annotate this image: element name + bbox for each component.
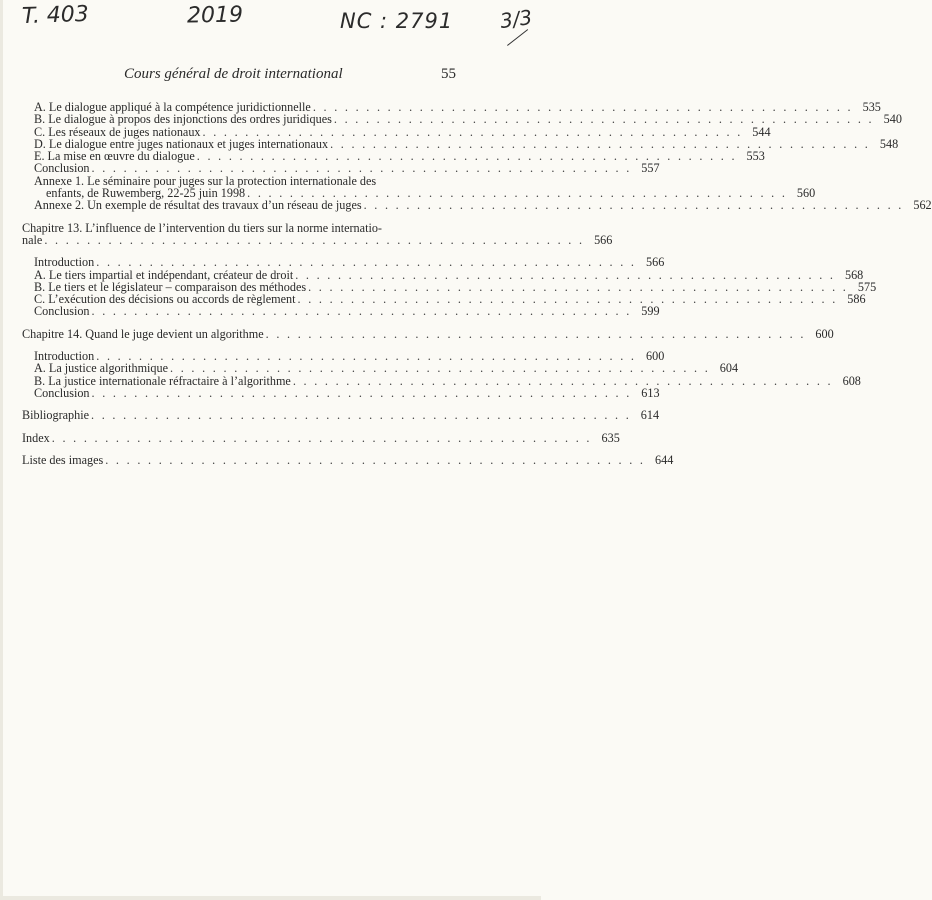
toc-index: Index . . . . . . . . . . . . . . . . . . . . . . . . . . . . . . . . . . . . . . . . . . . . . . . . . . . 635 (22, 430, 620, 445)
leader-dots: . . . . . . . . . . . . . . . . . . . . . . . . . . . . . . . . . . . . . . . . . . . . . . . . . . . (51, 430, 592, 445)
handwritten-volume: 3/3 (498, 5, 533, 33)
leader-dots: . . . . . . . . . . . . . . . . . . . . . . . . . . . . . . . . . . . . . . . . . . . . . . . . . . . (105, 452, 646, 467)
toc-entry: B. Le dialogue à propos des injonctions des ordres juridiques . . . . . . . . . . . . . . . . . . . . . . . . . . . . . . . . . . . . . . . . . . . . . . . . . . . 540 (34, 112, 902, 127)
leader-dots: . . . . . . . . . . . . . . . . . . . . . . . . . . . . . . . . . . . . . . . . . . . . . . . . . . . (44, 232, 585, 247)
toc-entry: C. L’exécution des décisions ou accords de règlement . . . . . . . . . . . . . . . . . . . . . . . . . . . . . . . . . . . . . . . . . . . . . . . . . . . 586 (34, 292, 866, 307)
leader-dots: . . . . . . . . . . . . . . . . . . . . . . . . . . . . . . . . . . . . . . . . . . . . . . . . . . . (91, 304, 632, 319)
toc-entry: D. Le dialogue entre juges nationaux et juges internationaux . . . . . . . . . . . . . . . . . . . . . . . . . . . . . . . . . . . . . . . . . . . . . . . . . . . 548 (34, 136, 899, 151)
leader-dots: . . . . . . . . . . . . . . . . . . . . . . . . . . . . . . . . . . . . . . . . . . . . . . . . . . . (330, 136, 871, 151)
toc-entry: A. Le tiers impartial et indépendant, créateur de droit . . . . . . . . . . . . . . . . . . . . . . . . . . . . . . . . . . . . . . . . . . . . . . . . . . . 568 (34, 267, 864, 282)
toc-chapter-13-line-2: nale . . . . . . . . . . . . . . . . . . . . . . . . . . . . . . . . . . . . . . . . . . . . . . . . . . . 566 (22, 232, 613, 247)
leader-dots: . . . . . . . . . . . . . . . . . . . . . . . . . . . . . . . . . . . . . . . . . . . . . . . . . . . (265, 326, 806, 341)
leader-dots: . . . . . . . . . . . . . . . . . . . . . . . . . . . . . . . . . . . . . . . . . . . . . . . . . . . (363, 198, 904, 213)
leader-dots: . . . . . . . . . . . . . . . . . . . . . . . . . . . . . . . . . . . . . . . . . . . . . . . . . . . (91, 161, 632, 176)
leader-dots: . . . . . . . . . . . . . . . . . . . . . . . . . . . . . . . . . . . . . . . . . . . . . . . . . . . (297, 292, 838, 307)
leader-dots: . . . . . . . . . . . . . . . . . . . . . . . . . . . . . . . . . . . . . . . . . . . . . . . . . . . (170, 361, 711, 376)
leader-dots: . . . . . . . . . . . . . . . . . . . . . . . . . . . . . . . . . . . . . . . . . . . . . . . . . . . (247, 186, 788, 201)
page-edge-left (0, 0, 3, 900)
handwritten-call-number: T. 403 (21, 1, 90, 30)
toc-entry: Introduction . . . . . . . . . . . . . . . . . . . . . . . . . . . . . . . . . . . . . . . . . . . . . . . . . . . 566 (34, 255, 665, 270)
toc-entry: B. La justice internationale réfractaire à l’algorithme . . . . . . . . . . . . . . . . . . . . . . . . . . . . . . . . . . . . . . . . . . . . . . . . . . . 608 (34, 373, 861, 388)
toc-chapter-13-line-1: Chapitre 13. L’influence de l’intervention du tiers sur la norme internatio- (22, 220, 382, 235)
handwritten-year: 2019 (186, 2, 244, 29)
toc-entry: Conclusion . . . . . . . . . . . . . . . . . . . . . . . . . . . . . . . . . . . . . . . . . . . . . . . . . . . 613 (34, 385, 660, 400)
page-number: 55 (441, 66, 456, 82)
handwritten-catalog-number: NC : 2791 (340, 9, 454, 33)
toc-list-of-images: Liste des images . . . . . . . . . . . . . . . . . . . . . . . . . . . . . . . . . . . . . . . . . . . . . . . . . . . 644 (22, 452, 674, 467)
page-edge-bottom (0, 896, 541, 900)
toc-entry: Conclusion . . . . . . . . . . . . . . . . . . . . . . . . . . . . . . . . . . . . . . . . . . . . . . . . . . . 557 (34, 161, 660, 176)
toc-entry: A. La justice algorithmique . . . . . . . . . . . . . . . . . . . . . . . . . . . . . . . . . . . . . . . . . . . . . . . . . . . 604 (34, 361, 739, 376)
toc-annexe-1-line-2: enfants, de Ruwemberg, 22-25 juin 1998 . . . . . . . . . . . . . . . . . . . . . . . . . . . . . . . . . . . . . . . . . . . . . . . . . . . 560 (46, 186, 816, 201)
toc-chapter-14: Chapitre 14. Quand le juge devient un algorithme . . . . . . . . . . . . . . . . . . . . . . . . . . . . . . . . . . . . . . . . . . . . . . . . . . . 600 (22, 326, 834, 341)
toc-entry: B. Le tiers et le législateur – comparaison des méthodes . . . . . . . . . . . . . . . . . . . . . . . . . . . . . . . . . . . . . . . . . . . . . . . . . . . 575 (34, 279, 877, 294)
toc-entry: C. Les réseaux de juges nationaux . . . . . . . . . . . . . . . . . . . . . . . . . . . . . . . . . . . . . . . . . . . . . . . . . . . 544 (34, 124, 771, 139)
leader-dots: . . . . . . . . . . . . . . . . . . . . . . . . . . . . . . . . . . . . . . . . . . . . . . . . . . . (295, 267, 836, 282)
toc-entry: E. La mise en œuvre du dialogue . . . . . . . . . . . . . . . . . . . . . . . . . . . . . . . . . . . . . . . . . . . . . . . . . . . 553 (34, 149, 765, 164)
leader-dots: . . . . . . . . . . . . . . . . . . . . . . . . . . . . . . . . . . . . . . . . . . . . . . . . . . . (196, 149, 737, 164)
leader-dots: . . . . . . . . . . . . . . . . . . . . . . . . . . . . . . . . . . . . . . . . . . . . . . . . . . . (312, 100, 853, 114)
leader-dots: . . . . . . . . . . . . . . . . . . . . . . . . . . . . . . . . . . . . . . . . . . . . . . . . . . . (96, 349, 637, 364)
toc-entry: Conclusion . . . . . . . . . . . . . . . . . . . . . . . . . . . . . . . . . . . . . . . . . . . . . . . . . . . 599 (34, 304, 660, 319)
toc-entry: A. Le dialogue appliqué à la compétence juridictionnelle . . . . . . . . . . . . . . . . . . . . . . . . . . . . . . . . . . . . . . . . . . . . . . . . . . . 535 (34, 100, 881, 114)
toc-bibliography: Bibliographie . . . . . . . . . . . . . . . . . . . . . . . . . . . . . . . . . . . . . . . . . . . . . . . . . . . 614 (22, 408, 660, 423)
leader-dots: . . . . . . . . . . . . . . . . . . . . . . . . . . . . . . . . . . . . . . . . . . . . . . . . . . . (333, 112, 874, 127)
toc-annexe-2: Annexe 2. Un exemple de résultat des travaux d’un réseau de juges . . . . . . . . . . . . . . . . . . . . . . . . . . . . . . . . . . . . . . . . . . . . . . . . . . . 562 (34, 198, 932, 213)
leader-dots: . . . . . . . . . . . . . . . . . . . . . . . . . . . . . . . . . . . . . . . . . . . . . . . . . . . (91, 385, 632, 400)
table-of-contents (22, 100, 932, 467)
leader-dots: . . . . . . . . . . . . . . . . . . . . . . . . . . . . . . . . . . . . . . . . . . . . . . . . . . . (96, 255, 637, 270)
running-title: Cours général de droit international (124, 66, 343, 82)
leader-dots: . . . . . . . . . . . . . . . . . . . . . . . . . . . . . . . . . . . . . . . . . . . . . . . . . . . (308, 279, 849, 294)
leader-dots: . . . . . . . . . . . . . . . . . . . . . . . . . . . . . . . . . . . . . . . . . . . . . . . . . . . (91, 408, 632, 423)
leader-dots: . . . . . . . . . . . . . . . . . . . . . . . . . . . . . . . . . . . . . . . . . . . . . . . . . . . (202, 124, 743, 139)
toc-annexe-1-line-1: Annexe 1. Le séminaire pour juges sur la protection internationale des (34, 173, 377, 188)
toc-entry: Introduction . . . . . . . . . . . . . . . . . . . . . . . . . . . . . . . . . . . . . . . . . . . . . . . . . . . 600 (34, 349, 665, 364)
leader-dots: . . . . . . . . . . . . . . . . . . . . . . . . . . . . . . . . . . . . . . . . . . . . . . . . . . . (292, 373, 833, 388)
